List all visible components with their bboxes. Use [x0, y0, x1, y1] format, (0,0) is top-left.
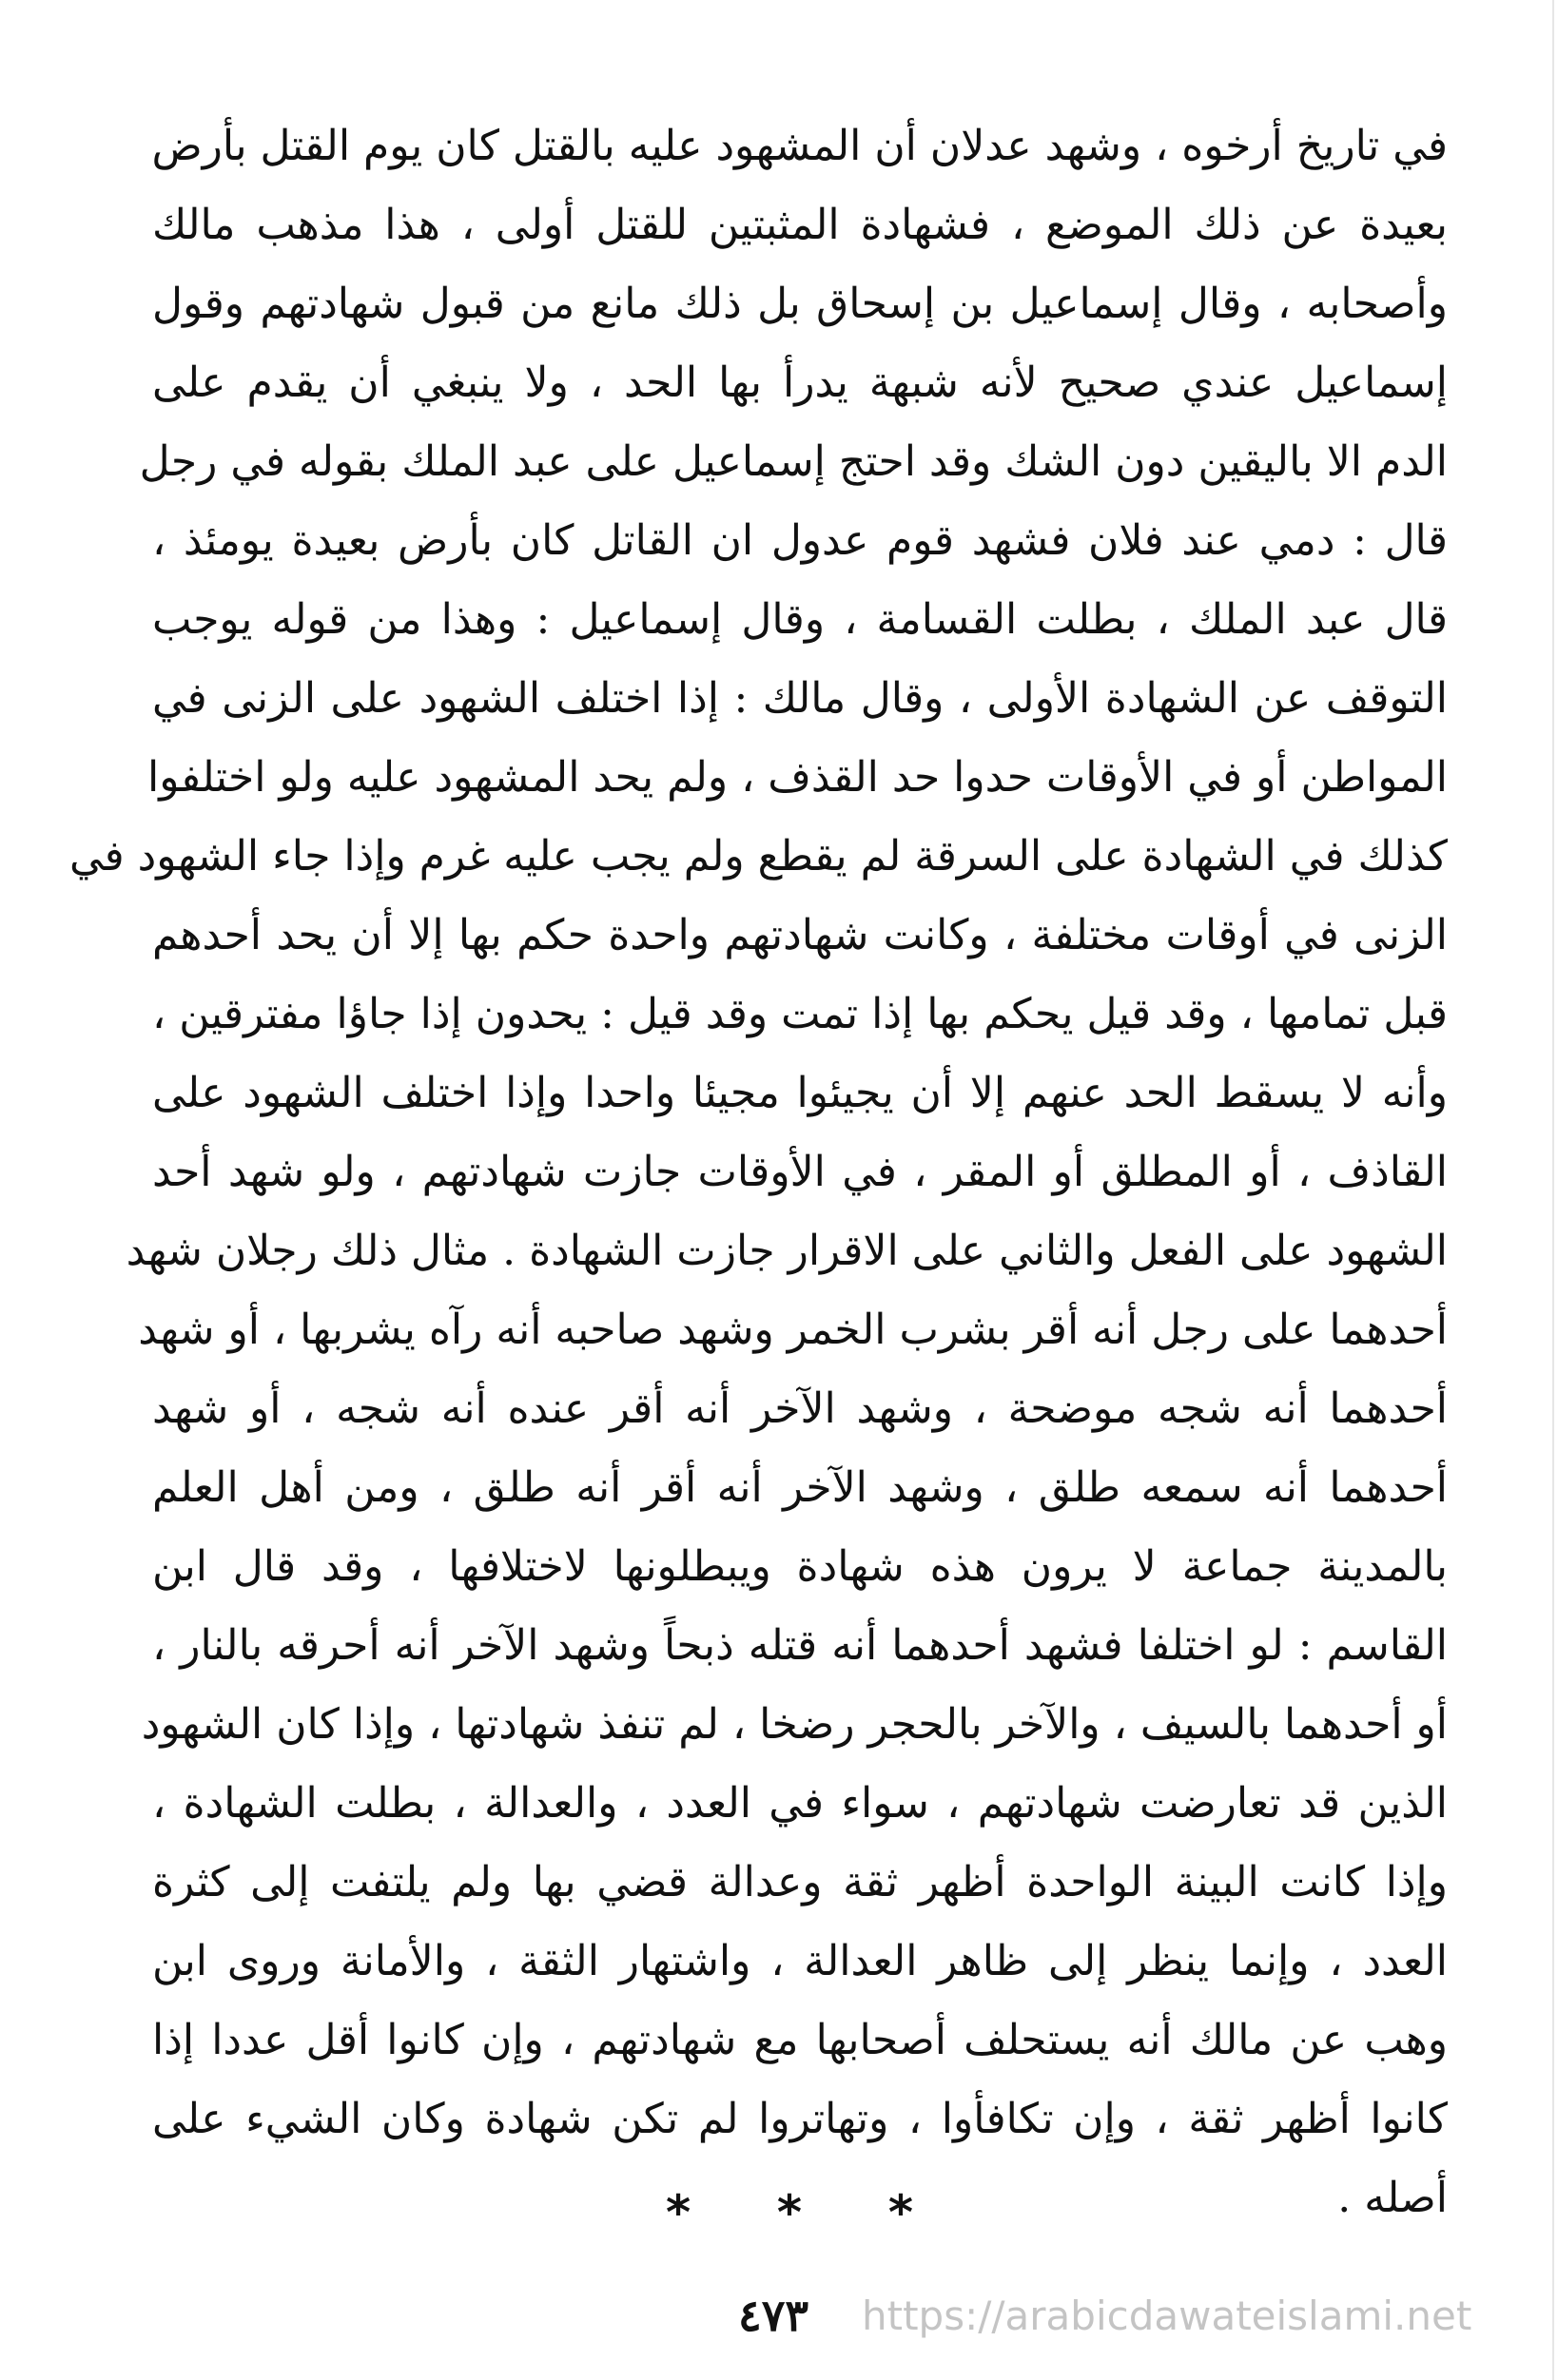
- text-line: الدم الا باليقين دون الشك وقد احتج إسماعيل على عبد الملك بقوله في رجل: [139, 437, 1448, 486]
- text-line: أو أحدهما بالسيف ، والآخر بالحجر رضخا ، لم تنفذ شهادتها ، وإذا كان الشهود: [141, 1700, 1448, 1749]
- text-line: قال عبد الملك ، بطلت القسامة ، وقال إسماعيل : وهذا من قوله يوجب: [152, 595, 1448, 644]
- text-line: القاذف ، أو المطلق أو المقر ، في الأوقات جازت شهادتهم ، ولو شهد أحد: [152, 1148, 1448, 1196]
- text-line: الشهود على الفعل والثاني على الاقرار جازت الشهادة . مثال ذلك رجلان شهد: [126, 1227, 1448, 1275]
- body-text: [68, 106, 1449, 2240]
- text-line: كانوا أظهر ثقة ، وإن تكافأوا ، وتهاتروا لم تكن شهادة وكان الشيء على: [152, 2095, 1448, 2143]
- page-number: ٤٧٣: [738, 2290, 809, 2341]
- text-line: في تاريخ أرخوه ، وشهد عدلان أن المشهود عليه بالقتل كان يوم القتل بأرض: [151, 122, 1448, 170]
- text-line: قال : دمي عند فلان فشهد قوم عدول ان القاتل كان بأرض بعيدة يومئذ ،: [152, 516, 1448, 565]
- text-line: العدد ، وإنما ينظر إلى ظاهر العدالة ، واشتهار الثقة ، والأمانة وروى ابن: [152, 1937, 1448, 1985]
- text-line: وإذا كانت البينة الواحدة أظهر ثقة وعدالة قضي بها ولم يلتفت إلى كثرة: [152, 1858, 1448, 1906]
- text-line: أحدهما على رجل أنه أقر بشرب الخمر وشهد صاحبه أنه رآه يشربها ، أو شهد: [138, 1306, 1448, 1354]
- separator-star: *: [887, 2185, 913, 2240]
- section-separator: [666, 2185, 913, 2240]
- separator-star: *: [666, 2185, 691, 2240]
- page-edge-line: [1552, 0, 1554, 2380]
- text-line: أحدهما أنه شجه موضحة ، وشهد الآخر أنه أقر عنده أنه شجه ، أو شهد: [152, 1384, 1448, 1433]
- separator-star: *: [776, 2185, 803, 2240]
- text-line: وهب عن مالك أنه يستحلف أصحابها مع شهادتهم ، وإن كانوا أقل عددا إذا: [152, 2016, 1448, 2064]
- text-line: المواطن أو في الأوقات حدوا حد القذف ، ولم يحد المشهود عليه ولو اختلفوا: [147, 753, 1448, 802]
- text-line: الذين قد تعارضت شهادتهم ، سواء في العدد ، والعدالة ، بطلت الشهادة ،: [152, 1779, 1448, 1828]
- text-line: بعيدة عن ذلك الموضع ، فشهادة المثبتين للقتل أولى ، هذا مذهب مالك: [152, 201, 1448, 249]
- text-line-last: أصله .: [1337, 2174, 1448, 2222]
- text-line: قبل تمامها ، وقد قيل يحكم بها إذا تمت وقد قيل : يحدون إذا جاؤا مفترقين ،: [152, 990, 1448, 1038]
- text-line: وأصحابه ، وقال إسماعيل بن إسحاق بل ذلك مانع من قبول شهادتهم وقول: [152, 280, 1448, 328]
- text-line: كذلك في الشهادة على السرقة لم يقطع ولم يجب عليه غرم وإذا جاء الشهود في: [68, 832, 1448, 880]
- text-line: القاسم : لو اختلفا فشهد أحدهما أنه قتله ذبحاً وشهد الآخر أنه أحرقه بالنار ،: [152, 1621, 1448, 1670]
- text-line: التوقف عن الشهادة الأولى ، وقال مالك : إذا اختلف الشهود على الزنى في: [152, 674, 1449, 723]
- text-line: أحدهما أنه سمعه طلق ، وشهد الآخر أنه أقر أنه طلق ، ومن أهل العلم: [152, 1463, 1448, 1512]
- text-line: وأنه لا يسقط الحد عنهم إلا أن يجيئوا مجيئا واحدا وإذا اختلف الشهود على: [152, 1069, 1448, 1117]
- text-line: بالمدينة جماعة لا يرون هذه شهادة ويبطلونها لاختلافها ، وقد قال ابن: [152, 1542, 1448, 1591]
- watermark-url: https://arabicdawateislami.net: [862, 2293, 1472, 2339]
- text-line: الزنى في أوقات مختلفة ، وكانت شهادتهم واحدة حكم بها إلا أن يحد أحدهم: [152, 911, 1448, 959]
- text-line: إسماعيل عندي صحيح لأنه شبهة يدرأ بها الحد ، ولا ينبغي أن يقدم على: [152, 358, 1448, 407]
